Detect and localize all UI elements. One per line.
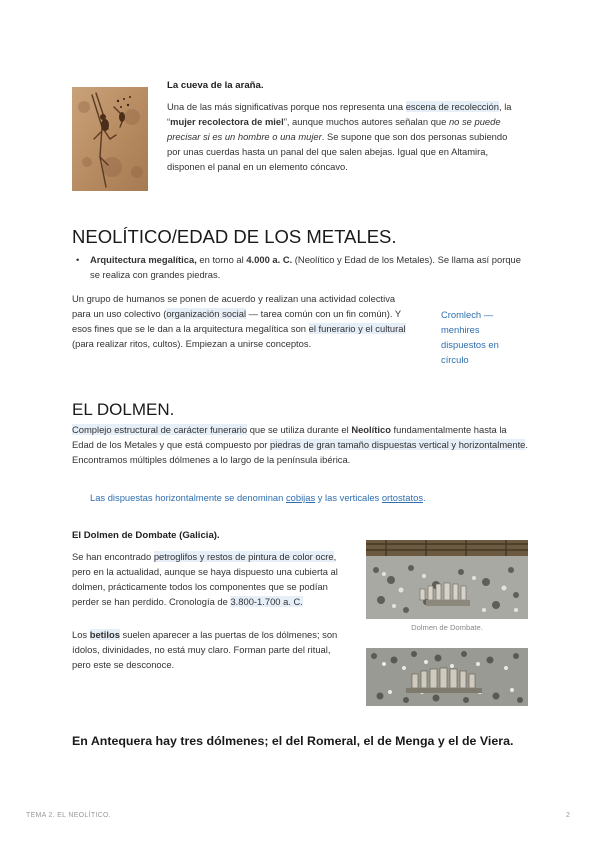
- dombate-paragraph-1: Se han encontrado petroglifos y restos de pintura de color ocre, pero en la actualidad, aunque se haya dispuesto una cubierta al dolmen, prácticamente todos los componentes que se podían perder se han perdido. Cronología de 3.800-1.700 a. C.: [72, 551, 338, 607]
- page-number: 2: [566, 812, 570, 819]
- cobijas-note: Las dispuestas horizontalmente se denominan cobijas y las verticales ortostatos.: [90, 492, 426, 503]
- cueva-arana-image: [72, 87, 148, 191]
- cueva-title: La cueva de la araña.: [167, 80, 264, 91]
- neolitico-heading: NEOLÍTICO/EDAD DE LOS METALES.: [72, 226, 397, 247]
- dombate-paragraph-2: Los betilos suelen aparecer a las puertas de los dólmenes; son ídolos, divinidades, no está muy claro. Forman parte del ritual, pero este se desconoce.: [72, 629, 338, 670]
- dombate-title: El Dolmen de Dombate (Galicia).: [72, 530, 220, 541]
- dolmen-heading: EL DOLMEN.: [72, 400, 175, 419]
- neolitico-paragraph: Un grupo de humanos se ponen de acuerdo y realizan una actividad colectiva para un uso colectivo (organización social — tarea común con un fin común). Y esos fines que se le dan a la arquitectura megalítica son el funerario y el cultural (para realizar ritos, cultos). Empiezan a unirse conceptos.: [72, 293, 406, 349]
- dolmen-dombate-photo-2: [366, 648, 528, 706]
- neolitico-bullet: • Arquitectura megalítica, en torno al 4.000 a. C. (Neolítico y Edad de los Metales). Se llama así porque se realiza con grandes piedras.: [76, 254, 521, 280]
- dolmen-photo-caption: Dolmen de Dombate.: [411, 623, 483, 632]
- dolmen-dombate-photo-1: [366, 540, 528, 619]
- footer-title: TEMA 2. EL NEOLÍTICO.: [26, 812, 112, 819]
- dolmen-paragraph: Complejo estructural de carácter funerario que se utiliza durante el Neolítico fundamentalmente hasta la Edad de los Metales y que está compuesto por piedras de gran tamaño dispuestas vertical y horizontalmente. Encontramos múltiples dólmenes a lo largo de la península ibérica.: [72, 424, 529, 465]
- cromlech-side-note: Cromlech — menhires dispuestos en círculo: [441, 309, 499, 365]
- cueva-section: [167, 80, 517, 174]
- antequera-statement: En Antequera hay tres dólmenes; el del Romeral, el de Menga y el de Viera.: [72, 734, 514, 748]
- bullet-dot-icon: •: [76, 254, 80, 265]
- cueva-paragraph: Una de las más significativas porque nos representa una escena de recolección, la “mujer recolectora de miel”, aunque muchos autores señalan que no se puede precisar si es un hombre o una mujer. Se supone que son dos personas subiendo por unas cuerdas hasta un panal del que salen abejas. Igual que en Altamira, disponen el panal en un elemento cóncavo.: [167, 101, 512, 172]
